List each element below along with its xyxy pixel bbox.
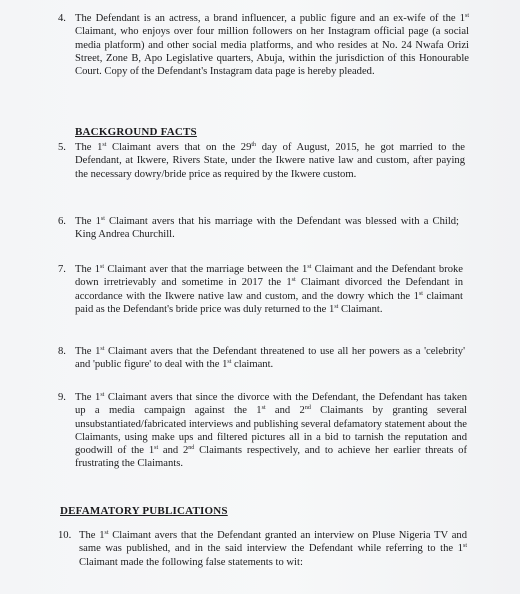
paragraph-7 — [58, 263, 463, 316]
paragraph-text: The Defendant is an actress, a brand influencer, a public figure and an ex-wife of the 1st Claimant, who enjoys over four million followers on her Instagram official page (a social media platform) and other social media platforms, and who resides at No. 24 Nwafa Orizi Street, Zone B, Apo Legislative quarters, Abuja, within the jurisdiction of this Honourable Court. Copy of the Defendant's Instagram data page is hereby pleaded. — [75, 13, 469, 78]
paragraph-4 — [58, 12, 469, 78]
paragraph-text: The 1st Claimant avers that the Defendant threatened to use all her powers as a 'celebrity' and 'public figure' to deal with the 1st claimant. — [75, 346, 465, 371]
heading-defamatory-publications: DEFAMATORY PUBLICATIONS — [60, 505, 228, 517]
paragraph-text: The 1st Claimant avers that his marriage with the Defendant was blessed with a Child; King Andrea Churchill. — [75, 216, 460, 241]
paragraph-number: 4. — [58, 13, 66, 24]
paragraph-text: The 1st Claimant avers that on the 29th day of August, 2015, he got married to the Defendant, at Ikwere, Rivers State, under the Ikwere native law and custom, after paying the necessary dowry/bride price as required by the Ikwere custom. — [75, 142, 465, 180]
paragraph-number: 8. — [58, 346, 66, 357]
paragraph-number: 7. — [58, 264, 66, 275]
paragraph-5 — [58, 141, 465, 181]
paragraph-number: 10. — [58, 530, 72, 541]
paragraph-number: 5. — [58, 142, 66, 153]
paragraph-text: The 1st Claimant aver that the marriage between the 1st Claimant and the Defendant broke down irretrievably and sometime in 2017 the 1st Claimant divorced the Defendant in accordance with the Ikwere native law and custom, and the dowry which the 1st claimant paid as the Defendant's bride price was duly returned to the 1st Claimant. — [75, 264, 463, 315]
paragraph-10 — [58, 529, 467, 569]
paragraph-text: The 1st Claimant avers that since the divorce with the Defendant, the Defendant has taken up a media campaign against the 1st and 2nd Claimants by granting several unsubstantiated/fabricated interviews and publishing several defamatory statement about the Claimants, using make ups and filtered pictures all in a bid to tarnish the reputation and goodwill of the 1st and 2nd Claimants respectively, and to achieve her earlier threats of frustrating the Claimants. — [75, 392, 468, 470]
paragraph-8 — [58, 345, 465, 372]
paragraph-9 — [58, 391, 468, 471]
paragraph-6 — [58, 215, 460, 242]
paragraph-number: 9. — [58, 392, 66, 403]
heading-background-facts: BACKGROUND FACTS — [75, 126, 197, 138]
paragraph-text: The 1st Claimant avers that the Defendant granted an interview on Pluse Nigeria TV and same was published, and in the said interview the Defendant while referring to the 1st Claimant made the following false statements to wit: — [79, 530, 467, 568]
paragraph-number: 6. — [58, 216, 66, 227]
